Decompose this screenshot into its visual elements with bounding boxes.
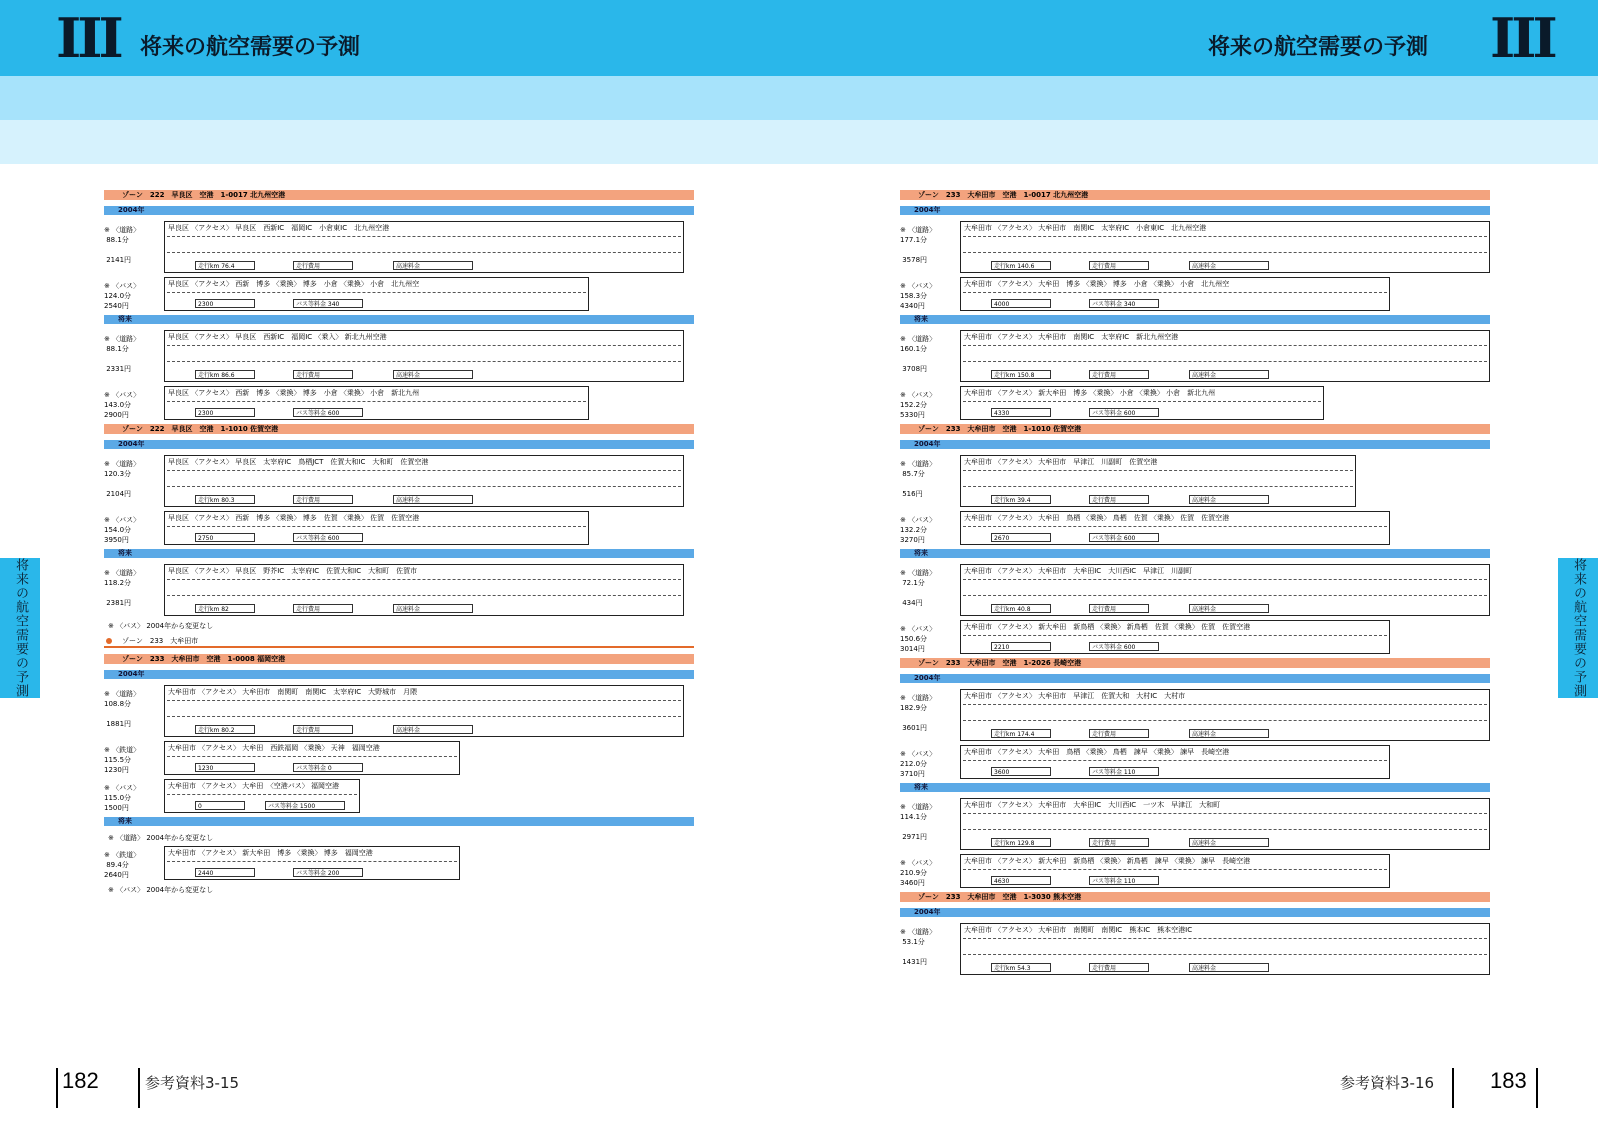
fare-cell: 2750	[195, 533, 255, 542]
route-line	[963, 813, 1487, 814]
route-line	[963, 938, 1487, 939]
year-header: 2004年	[900, 440, 1490, 449]
route-label: ※ 〈道路〉 177.1分 3578円	[900, 226, 937, 264]
route-path: 大牟田市 〈アクセス〉 大牟田市 南関町 南関IC 太宰府IC 大野城市 月隈	[168, 688, 418, 696]
route-line	[167, 700, 681, 701]
future-header: 将来	[104, 549, 694, 558]
cost-cell: 走行費用	[1089, 495, 1149, 504]
reference-right: 参考資料3-16	[1340, 1074, 1435, 1092]
route-path: 大牟田市 〈アクセス〉 大牟田市 大牟田IC 大川西IC 早津江 川副町	[964, 567, 1193, 575]
route-row	[900, 745, 1490, 779]
chapter-title-left: 将来の航空需要の予測	[140, 35, 361, 60]
route-box	[164, 564, 684, 616]
route-row	[900, 221, 1490, 273]
route-row	[104, 277, 694, 311]
route-line	[963, 720, 1487, 721]
route-box	[960, 564, 1490, 616]
route-path: 早良区 〈アクセス〉 早良区 西新IC 福岡IC 小倉東IC 北九州空港	[168, 224, 390, 232]
route-line	[963, 526, 1387, 527]
cost-cell: 走行費用	[1089, 370, 1149, 379]
toll-cell: 高速料金	[1189, 963, 1269, 972]
toll-cell: 高速料金	[1189, 261, 1269, 270]
route-row	[104, 455, 694, 507]
route-row	[104, 330, 694, 382]
bus-fare-cell: バス等料金 340	[293, 299, 363, 308]
distance-cell: 走行km 54.3	[991, 963, 1051, 972]
year-header: 2004年	[104, 670, 694, 679]
route-path: 大牟田市 〈アクセス〉 大牟田市 早津江 佐賀大和 大村IC 大村市	[964, 692, 1186, 700]
route-line	[963, 470, 1353, 471]
bus-fare-cell: バス等料金 340	[1089, 299, 1159, 308]
distance-cell: 走行km 150.8	[991, 370, 1051, 379]
route-line	[963, 954, 1487, 955]
cost-cell: 走行費用	[293, 495, 353, 504]
distance-cell: 走行km 39.4	[991, 495, 1051, 504]
route-line	[167, 252, 681, 253]
route-line	[167, 470, 681, 471]
year-header: 2004年	[104, 440, 694, 449]
reference-left: 参考資料3-15	[145, 1074, 240, 1092]
year-header: 2004年	[900, 908, 1490, 917]
future-header: 将来	[104, 315, 694, 324]
cost-cell: 走行費用	[1089, 261, 1149, 270]
distance-cell: 走行km 129.8	[991, 838, 1051, 847]
zone-divider	[104, 636, 694, 648]
note: ※ 〈バス〉 2004年から変更なし	[108, 622, 214, 630]
route-box	[960, 386, 1324, 420]
route-path: 大牟田市 〈アクセス〉 大牟田 鳥栖 〈乗換〉 鳥栖 佐賀 〈乗換〉 佐賀 佐賀空港	[964, 514, 1230, 522]
distance-cell: 走行km 86.6	[195, 370, 255, 379]
future-header: 将来	[900, 783, 1490, 792]
route-box	[164, 685, 684, 737]
route-path: 大牟田市 〈アクセス〉 大牟田 博多 〈乗換〉 博多 小倉 〈乗換〉 小倉 北九州空	[964, 280, 1230, 288]
bus-fare-cell: バス等料金 600	[293, 408, 363, 417]
route-label: ※ 〈道路〉 118.2分 2381円	[104, 569, 141, 607]
route-path: 大牟田市 〈アクセス〉 新大牟田 博多 〈乗換〉 小倉 〈乗換〉 小倉 新北九州	[964, 389, 1216, 397]
zone-header: ゾーン 233 大牟田市 空港 1-3030 熊本空港	[900, 892, 1490, 902]
fare-cell: 4330	[991, 408, 1051, 417]
route-box	[960, 745, 1390, 779]
route-label: ※ 〈バス〉 115.0分 1500円	[104, 784, 141, 812]
fare-cell: 2210	[991, 642, 1051, 651]
future-header: 将来	[900, 549, 1490, 558]
route-label: ※ 〈道路〉 120.3分 2104円	[104, 460, 141, 498]
route-line	[963, 829, 1487, 830]
left-page-content	[104, 190, 694, 1050]
chapter-numeral-left: III	[56, 6, 120, 70]
route-label: ※ 〈道路〉 160.1分 3708円	[900, 335, 937, 373]
bus-fare-cell: バス等料金 0	[293, 763, 363, 772]
year-header: 2004年	[900, 674, 1490, 683]
page-number-right: 183	[1490, 1068, 1527, 1093]
note: ※ 〈バス〉 2004年から変更なし	[108, 886, 214, 894]
header-band-light	[0, 76, 1598, 120]
distance-cell: 走行km 174.4	[991, 729, 1051, 738]
fare-cell: 2300	[195, 299, 255, 308]
future-header: 将来	[900, 315, 1490, 324]
footer-rule-left-2	[138, 1068, 140, 1108]
route-label: ※ 〈道路〉 182.9分 3601円	[900, 694, 937, 732]
route-path: 大牟田市 〈アクセス〉 大牟田市 大牟田IC 大川西IC 一ツ木 早津江 大和町	[964, 801, 1221, 809]
route-path: 早良区 〈アクセス〉 早良区 太宰府IC 鳥栖JCT 佐賀大和IC 大和町 佐賀空港	[168, 458, 429, 466]
zone-header: ゾーン 233 大牟田市 空港 1-1010 佐賀空港	[900, 424, 1490, 434]
future-header: 将来	[104, 817, 694, 826]
route-path: 早良区 〈アクセス〉 早良区 野芥IC 太宰府IC 佐賀大和IC 大和町 佐賀市	[168, 567, 418, 575]
bus-fare-cell: バス等料金 600	[293, 533, 363, 542]
route-line	[167, 345, 681, 346]
route-box	[164, 277, 589, 311]
route-row	[900, 277, 1490, 311]
route-row	[900, 620, 1490, 654]
route-line	[963, 486, 1353, 487]
route-label: ※ 〈道路〉 88.1分 2141円	[104, 226, 141, 264]
route-box	[164, 221, 684, 273]
route-box	[960, 221, 1490, 273]
route-row	[104, 221, 694, 273]
route-line	[167, 756, 457, 757]
route-line	[167, 794, 357, 795]
route-path: 大牟田市 〈アクセス〉 大牟田 〈空港バス〉 福岡空港	[168, 782, 339, 790]
route-path: 大牟田市 〈アクセス〉 大牟田市 早津江 川副町 佐賀空港	[964, 458, 1158, 466]
route-path: 大牟田市 〈アクセス〉 大牟田 西鉄福岡 〈乗換〉 天神 福岡空港	[168, 744, 380, 752]
route-row	[900, 455, 1490, 507]
route-path: 早良区 〈アクセス〉 西新 博多 〈乗換〉 博多 小倉 〈乗換〉 小倉 新北九州	[168, 389, 420, 397]
route-path: 大牟田市 〈アクセス〉 新大牟田 新鳥栖 〈乗換〉 新鳥栖 佐賀 〈乗換〉 佐賀 佐賀空港	[964, 623, 1251, 631]
toll-cell: 高速料金	[1189, 495, 1269, 504]
route-path: 大牟田市 〈アクセス〉 大牟田市 南関IC 太宰府IC 小倉東IC 北九州空港	[964, 224, 1207, 232]
footer-rule-right-2	[1536, 1068, 1538, 1108]
route-label: ※ 〈道路〉 53.1分 1431円	[900, 928, 937, 966]
route-box	[960, 923, 1490, 975]
route-line	[167, 526, 586, 527]
fare-cell: 2300	[195, 408, 255, 417]
route-box	[960, 455, 1356, 507]
cost-cell: 走行費用	[293, 725, 353, 734]
route-box	[164, 511, 589, 545]
route-line	[167, 236, 681, 237]
route-label: ※ 〈バス〉 150.6分 3014円	[900, 625, 937, 653]
toll-cell: 高速料金	[393, 370, 473, 379]
route-line	[963, 292, 1387, 293]
route-line	[963, 252, 1487, 253]
cost-cell: 走行費用	[293, 261, 353, 270]
bus-fare-cell: バス等料金 600	[1089, 642, 1159, 651]
route-box	[960, 277, 1390, 311]
bus-fare-cell: バス等料金 200	[293, 868, 363, 877]
route-line	[167, 401, 586, 402]
route-label: ※ 〈道路〉 72.1分 434円	[900, 569, 937, 607]
footer-rule-right	[1452, 1068, 1454, 1108]
route-label: ※ 〈道路〉 88.1分 2331円	[104, 335, 141, 373]
route-row	[900, 330, 1490, 382]
route-label: ※ 〈バス〉 212.0分 3710円	[900, 750, 937, 778]
bus-fare-cell: バス等料金 600	[1089, 533, 1159, 542]
right-page-content	[900, 190, 1490, 1050]
route-box	[164, 386, 589, 420]
zone-header: ゾーン 222 早良区 空港 1-0017 北九州空港	[104, 190, 694, 200]
fare-cell: 1230	[195, 763, 255, 772]
page-number-left: 182	[62, 1068, 99, 1093]
bus-fare-cell: バス等料金 110	[1089, 767, 1159, 776]
toll-cell: 高速料金	[393, 725, 473, 734]
route-box	[960, 854, 1390, 888]
route-box	[164, 330, 684, 382]
fare-cell: 3600	[991, 767, 1051, 776]
bus-fare-cell: バス等料金 600	[1089, 408, 1159, 417]
note: ※ 〈道路〉 2004年から変更なし	[108, 834, 214, 842]
route-label: ※ 〈道路〉 108.8分 1881円	[104, 690, 141, 728]
toll-cell: 高速料金	[1189, 729, 1269, 738]
bus-fare-cell: バス等料金 1500	[265, 801, 345, 810]
route-label: ※ 〈鉄道〉 115.5分 1230円	[104, 746, 141, 774]
route-box	[164, 779, 360, 813]
cost-cell: 走行費用	[1089, 729, 1149, 738]
route-row	[900, 564, 1490, 616]
route-line	[963, 869, 1387, 870]
fare-cell: 0	[195, 801, 245, 810]
route-line	[963, 361, 1487, 362]
route-box	[164, 846, 460, 880]
footer-rule-left	[56, 1068, 58, 1108]
toll-cell: 高速料金	[1189, 838, 1269, 847]
route-box	[960, 689, 1490, 741]
route-row	[900, 798, 1490, 850]
zone-divider-label: ゾーン 233 大牟田市	[122, 637, 199, 645]
chapter-title-right: 将来の航空需要の予測	[1208, 35, 1429, 60]
year-header: 2004年	[900, 206, 1490, 215]
route-path: 大牟田市 〈アクセス〉 新大牟田 博多 〈乗換〉 博多 福岡空港	[168, 849, 373, 857]
route-line	[963, 635, 1387, 636]
route-label: ※ 〈道路〉 85.7分 516円	[900, 460, 937, 498]
route-row	[104, 386, 694, 420]
cost-cell: 走行費用	[293, 604, 353, 613]
cost-cell: 走行費用	[1089, 963, 1149, 972]
fare-cell: 4630	[991, 876, 1051, 885]
zone-header: ゾーン 222 早良区 空港 1-1010 佐賀空港	[104, 424, 694, 434]
year-header: 2004年	[104, 206, 694, 215]
route-label: ※ 〈バス〉 154.0分 3950円	[104, 516, 141, 544]
route-row	[900, 923, 1490, 975]
route-row	[900, 511, 1490, 545]
route-box	[164, 741, 460, 775]
route-label: ※ 〈バス〉 210.9分 3460円	[900, 859, 937, 887]
route-path: 早良区 〈アクセス〉 西新 博多 〈乗換〉 博多 小倉 〈乗換〉 小倉 北九州空	[168, 280, 420, 288]
route-line	[963, 401, 1321, 402]
cost-cell: 走行費用	[293, 370, 353, 379]
distance-cell: 走行km 80.2	[195, 725, 255, 734]
toll-cell: 高速料金	[1189, 370, 1269, 379]
header-band-lighter	[0, 120, 1598, 164]
zone-header: ゾーン 233 大牟田市 空港 1-2026 長崎空港	[900, 658, 1490, 668]
zone-header: ゾーン 233 大牟田市 空港 1-0008 福岡空港	[104, 654, 694, 664]
route-box	[164, 455, 684, 507]
route-line	[167, 579, 681, 580]
route-path: 大牟田市 〈アクセス〉 新大牟田 新鳥栖 〈乗換〉 新鳥栖 諫早 〈乗換〉 諫早 長崎空港	[964, 857, 1251, 865]
distance-cell: 走行km 40.8	[991, 604, 1051, 613]
route-row	[900, 386, 1490, 420]
route-label: ※ 〈バス〉 143.0分 2900円	[104, 391, 141, 419]
route-row	[104, 741, 694, 775]
fare-cell: 2670	[991, 533, 1051, 542]
route-box	[960, 511, 1390, 545]
route-label: ※ 〈鉄道〉 89.4分 2640円	[104, 851, 141, 879]
toll-cell: 高速料金	[393, 261, 473, 270]
route-line	[167, 486, 681, 487]
route-line	[963, 236, 1487, 237]
route-label: ※ 〈バス〉 132.2分 3270円	[900, 516, 937, 544]
toll-cell: 高速料金	[393, 495, 473, 504]
route-row	[104, 511, 694, 545]
route-line	[167, 292, 586, 293]
route-row	[104, 564, 694, 616]
route-path: 大牟田市 〈アクセス〉 大牟田市 南関町 南関IC 熊本IC 熊本空港IC	[964, 926, 1193, 934]
toll-cell: 高速料金	[393, 604, 473, 613]
route-row	[104, 779, 694, 813]
route-line	[167, 595, 681, 596]
route-line	[963, 704, 1487, 705]
bus-fare-cell: バス等料金 110	[1089, 876, 1159, 885]
route-box	[960, 330, 1490, 382]
distance-cell: 走行km 140.6	[991, 261, 1051, 270]
route-line	[963, 760, 1387, 761]
distance-cell: 走行km 80.3	[195, 495, 255, 504]
zone-header: ゾーン 233 大牟田市 空港 1-0017 北九州空港	[900, 190, 1490, 200]
route-line	[167, 361, 681, 362]
route-line	[963, 345, 1487, 346]
toll-cell: 高速料金	[1189, 604, 1269, 613]
distance-cell: 走行km 82	[195, 604, 255, 613]
route-path: 大牟田市 〈アクセス〉 大牟田市 南関IC 太宰府IC 新北九州空港	[964, 333, 1179, 341]
route-row	[104, 846, 694, 880]
chapter-numeral-right: III	[1490, 6, 1554, 70]
route-label: ※ 〈バス〉 152.2分 5330円	[900, 391, 937, 419]
route-box	[960, 798, 1490, 850]
route-line	[963, 595, 1487, 596]
side-tab-left: 将来の航空需要の予測	[0, 558, 40, 698]
route-row	[900, 854, 1490, 888]
fare-cell: 2440	[195, 868, 255, 877]
route-line	[963, 579, 1487, 580]
route-label: ※ 〈バス〉 124.0分 2540円	[104, 282, 141, 310]
route-line	[167, 716, 681, 717]
fare-cell: 4000	[991, 299, 1051, 308]
cost-cell: 走行費用	[1089, 604, 1149, 613]
route-box	[960, 620, 1390, 654]
distance-cell: 走行km 76.4	[195, 261, 255, 270]
route-label: ※ 〈バス〉 158.3分 4340円	[900, 282, 937, 310]
route-row	[900, 689, 1490, 741]
route-label: ※ 〈道路〉 114.1分 2971円	[900, 803, 937, 841]
route-line	[167, 861, 457, 862]
route-row	[104, 685, 694, 737]
route-path: 早良区 〈アクセス〉 西新 博多 〈乗換〉 博多 佐賀 〈乗換〉 佐賀 佐賀空港	[168, 514, 420, 522]
route-path: 大牟田市 〈アクセス〉 大牟田 鳥栖 〈乗換〉 鳥栖 諫早 〈乗換〉 諫早 長崎空港	[964, 748, 1230, 756]
side-tab-right: 将来の航空需要の予測	[1558, 558, 1598, 698]
cost-cell: 走行費用	[1089, 838, 1149, 847]
bullet-icon	[106, 638, 112, 644]
route-path: 早良区 〈アクセス〉 早良区 西新IC 福岡IC 〈乗入〉 新北九州空港	[168, 333, 387, 341]
